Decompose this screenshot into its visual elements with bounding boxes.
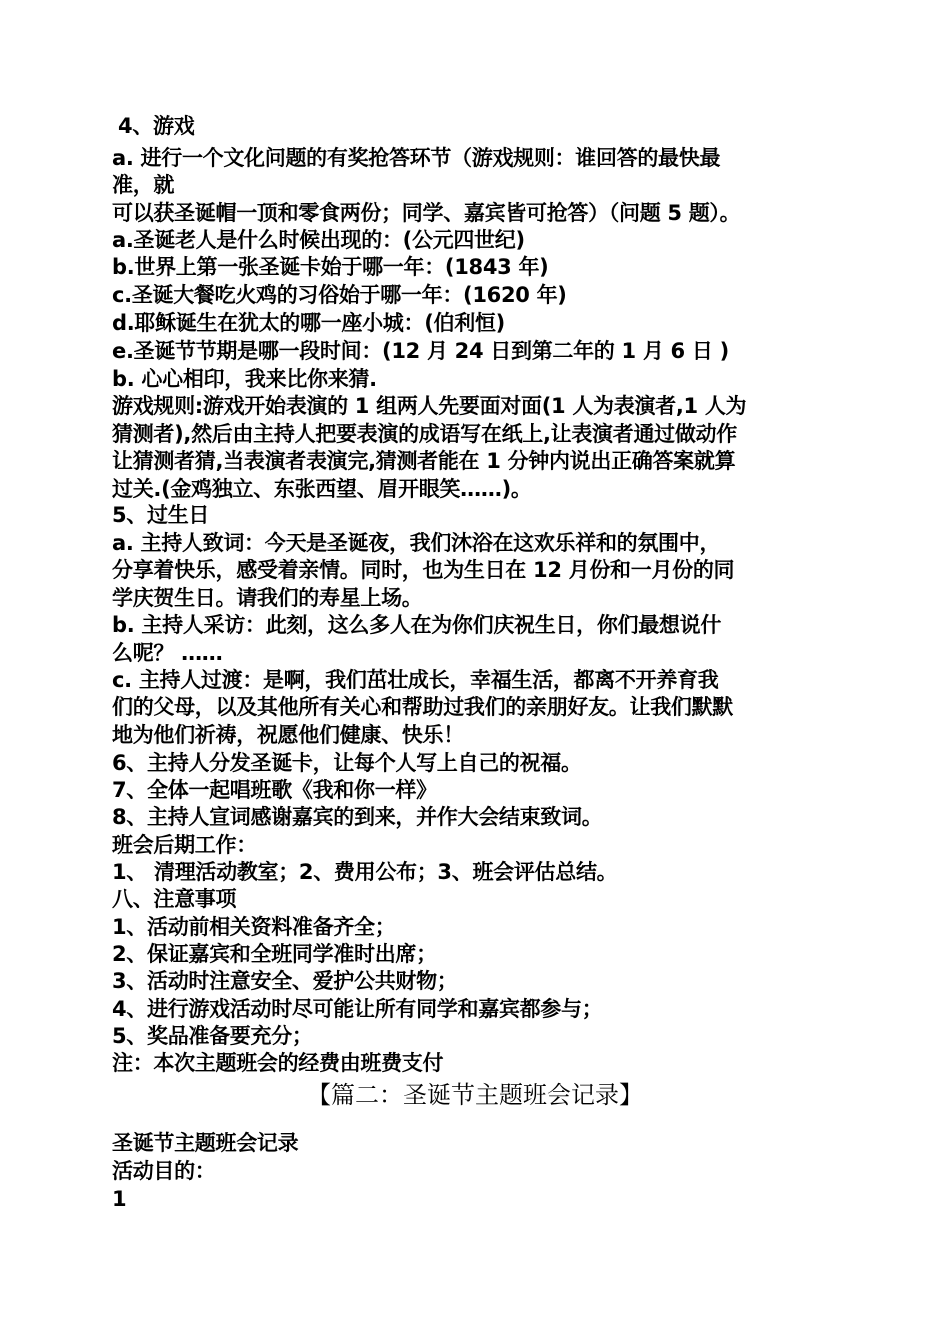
text-line: 八、注意事项: [112, 887, 237, 911]
text-line: 4、进行游戏活动时尽可能让所有同学和嘉宾都参与；: [112, 997, 603, 1021]
text-line: 圣诞节主题班会记录: [112, 1131, 299, 1155]
text-line: e.圣诞节节期是哪一段时间：(12 月 24 日到第二年的 1 月 6 日 ): [112, 339, 729, 363]
text-line: b.世界上第一张圣诞卡始于哪一年：(1843 年): [112, 255, 549, 279]
text-line: 5、奖品准备要充分；: [112, 1024, 313, 1048]
text-line: 班会后期工作：: [112, 833, 257, 857]
text-line: a. 进行一个文化问题的有奖抢答环节（游戏规则：谁回答的最快最: [112, 146, 721, 170]
text-line: c. 主持人过渡：是啊，我们茁壮成长，幸福生活，都离不开养育我: [112, 668, 719, 692]
text-line: 地为他们祈祷，祝愿他们健康、快乐！: [112, 723, 464, 747]
text-line: c.圣诞大餐吃火鸡的习俗始于哪一年：(1620 年): [112, 283, 567, 307]
text-line: 8、主持人宣词感谢嘉宾的到来，并作大会结束致词。: [112, 805, 603, 829]
text-line: 分享着快乐，感受着亲情。同时，也为生日在 12 月份和一月份的同: [112, 558, 735, 582]
text-line: 5、过生日: [112, 503, 210, 527]
section-heading: 【篇二：圣诞节主题班会记录】: [307, 1081, 643, 1109]
text-line: 3、活动时注意安全、爱护公共财物；: [112, 969, 458, 993]
text-line: 1、活动前相关资料准备齐全；: [112, 915, 396, 939]
text-line: 6、主持人分发圣诞卡，让每个人写上自己的祝福。: [112, 751, 582, 775]
text-line: 猜测者),然后由主持人把要表演的成语写在纸上,让表演者通过做动作: [112, 422, 737, 446]
text-line: 2、保证嘉宾和全班同学准时出席；: [112, 942, 437, 966]
text-line: a.圣诞老人是什么时候出现的：(公元四世纪): [112, 228, 525, 252]
text-line: 让猜测者猜,当表演者表演完,猜测者能在 1 分钟内说出正确答案就算: [112, 449, 736, 473]
text-line: 注：本次主题班会的经费由班费支付: [112, 1051, 444, 1075]
text-line: 4、游戏: [118, 114, 195, 138]
text-line: b. 心心相印，我来比你来猜.: [112, 367, 377, 391]
text-line: a. 主持人致词：今天是圣诞夜，我们沐浴在这欢乐祥和的氛围中，: [112, 531, 721, 555]
text-line: 游戏规则:游戏开始表演的 1 组两人先要面对面(1 人为表演者,1 人为: [112, 394, 747, 418]
text-line: b. 主持人采访：此刻，这么多人在为你们庆祝生日，你们最想说什: [112, 613, 722, 637]
text-line: 可以获圣诞帽一顶和零食两份；同学、嘉宾皆可抢答）（问题 5 题）。: [112, 201, 741, 225]
text-line: d.耶稣诞生在犹太的哪一座小城：(伯利恒): [112, 311, 505, 335]
text-line: 们的父母，以及其他所有关心和帮助过我们的亲朋好友。让我们默默: [112, 695, 733, 719]
text-line: 过关.(金鸡独立、东张西望、眉开眼笑……)。: [112, 477, 532, 501]
text-line: 1: [112, 1187, 127, 1211]
text-line: 准，就: [112, 173, 175, 197]
text-line: 活动目的：: [112, 1159, 216, 1183]
text-line: 么呢？ ……: [112, 641, 223, 665]
text-line: 学庆贺生日。请我们的寿星上场。: [112, 586, 423, 610]
text-line: 1、 清理活动教室；2、费用公布；3、班会评估总结。: [112, 860, 618, 884]
text-line: 7、全体一起唱班歌《我和你一样》: [112, 778, 437, 802]
